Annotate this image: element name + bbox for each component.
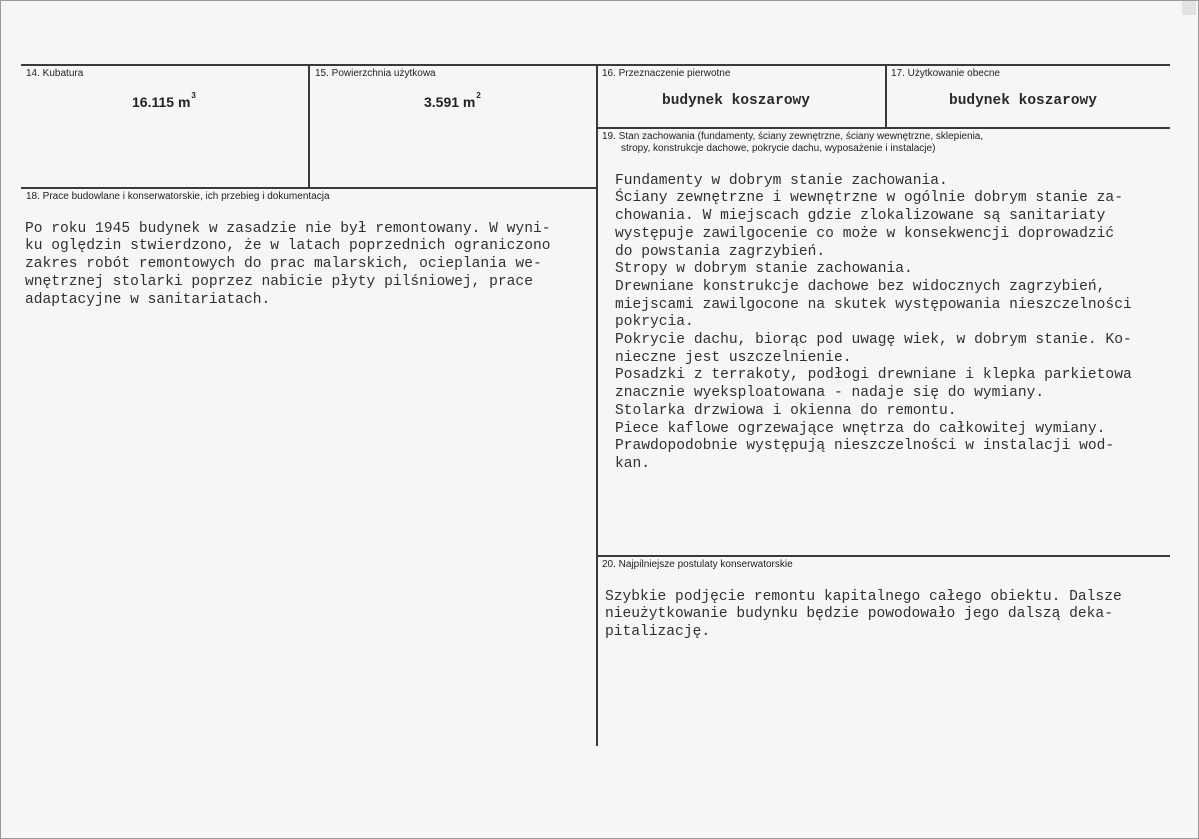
scan-corner [1182,1,1196,15]
field-17-value: budynek koszarowy [949,93,1097,109]
text-line: Po roku 1945 budynek w zasadzie nie był remontowany. W wyni- [25,220,551,237]
text-line: Drewniane konstrukcje dachowe bez widocznych zagrzybień, [615,278,1106,295]
field-19-label-cont: stropy, konstrukcje dachowe, pokrycie dachu, wyposażenie i instalacje) [621,143,936,154]
text-line: Pokrycie dachu, biorąc pod uwagę wiek, w dobrym stanie. Ko- [615,332,1132,349]
text-line: Stropy w dobrym stanie zachowania. [615,261,913,278]
field-18-label: 18. Prace budowlane i konserwatorskie, ich przebieg i dokumentacja [26,191,330,202]
powierzchnia-exponent: 2 [476,91,481,100]
field-18-text [25,203,550,309]
text-line: miejscami zawilgocone na skutek występowania nieszczelności [615,296,1132,313]
field-15-label: 15. Powierzchnia użytkowa [315,68,436,79]
text-line: występuje zawilgocenie co może w konsekwencji doprowadzić [615,225,1115,242]
text-line: adaptacyjne w sanitariatach. [25,291,271,308]
field-14-value [132,91,196,110]
field-20-text [605,571,1122,642]
kubatura-exponent: 3 [191,91,196,100]
rule-under-14-15 [21,187,598,189]
text-line: do powstania zagrzybień. [615,243,826,260]
text-line: znacznie wyeksploatowana - nadaje się do wymiany. [615,385,1045,402]
divider-main [596,64,598,746]
text-line: ku oględzin stwierdzono, że w latach poprzednich ograniczono [25,238,551,255]
field-14-label: 14. Kubatura [26,68,84,79]
rule-above-20 [596,555,1170,557]
text-line: zakres robót remontowych do prac malarskich, ocieplania we- [25,256,542,273]
field-20-label: 20. Najpilniejsze postulaty konserwatorskie [602,559,793,570]
text-line: Posadzki z terrakoty, podłogi drewniane i klepka parkietowa [615,367,1132,384]
divider-16-17 [885,64,887,128]
field-19-label: 19. Stan zachowania (fundamenty, ściany zewnętrzne, ściany wewnętrzne, sklepienia, [602,131,984,142]
kubatura-value: 16.115 m [132,94,191,110]
text-line: Ściany zewnętrzne i wewnętrzne w ogólnie dobrym stanie za- [615,190,1123,207]
rule-under-16-17 [596,127,1170,129]
text-line: pokrycia. [615,314,694,331]
text-line: Stolarka drzwiowa i okienna do remontu. [615,402,957,419]
divider-14-15 [308,64,310,188]
text-line: nieczne jest uszczelnienie. [615,349,852,366]
text-line: Fundamenty w dobrym stanie zachowania. [615,172,948,189]
powierzchnia-value: 3.591 m [424,94,476,110]
text-line: Piece kaflowe ogrzewające wnętrza do całkowitej wymiany. [615,420,1106,437]
field-17-label: 17. Użytkowanie obecne [891,68,1000,79]
field-16-value: budynek koszarowy [662,93,810,109]
text-line: kan. [615,455,651,472]
text-line: wnętrznej stolarki poprzez nabicie płyty pilśniowej, prace [25,273,533,290]
field-15-value [424,91,481,110]
text-line: nieużytkowanie budynku będzie powodowało jego dalszą deka- [605,606,1113,623]
text-line: chowania. W miejscach gdzie zlokalizowane są sanitariaty [615,208,1106,225]
field-16-label: 16. Przeznaczenie pierwotne [602,68,731,79]
field-19-text [615,155,1132,474]
text-line: pitalizację. [605,624,711,641]
text-line: Szybkie podjęcie remontu kapitalnego całego obiektu. Dalsze [605,588,1122,605]
text-line: Prawdopodobnie występują nieszczelności w instalacji wod- [615,438,1115,455]
